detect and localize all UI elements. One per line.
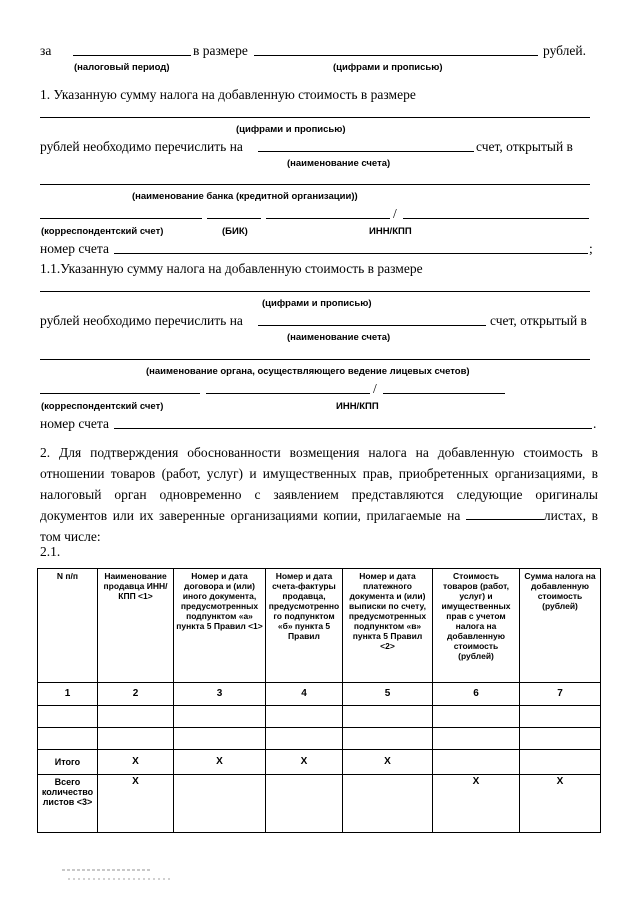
section1-kpp-field[interactable]: [403, 218, 589, 219]
section1-schet-label: счет, открытый в: [476, 139, 573, 154]
section1-account-name-field[interactable]: [258, 151, 474, 152]
section2-text: 2. Для подтверждения обоснованности возмещения налога на добавленную стоимость в отношении товаров (работ, услуг) и имущественных прав, приобретенных организациями, в налоговый орган одновременно с заявлением представляются следующие оригиналы документов или их заверенные организациями копии, прилагаемые на: [40, 445, 598, 523]
section1-nomer-label: номер счета: [40, 241, 109, 256]
section1-rubley-label: рублей необходимо перечислить на: [40, 139, 243, 154]
caption-tax-period: (налоговый период): [74, 62, 170, 73]
table-header-row: [38, 569, 601, 683]
section1-1-slash: /: [373, 381, 377, 396]
caption-amount: (цифрами и прописью): [333, 62, 443, 73]
column-number: 6: [433, 683, 520, 706]
section1-1-caption-organ: (наименование органа, осуществляющего ведение лицевых счетов): [146, 366, 470, 377]
section1-1-kpp-field[interactable]: [383, 393, 505, 394]
section1-1-caption-corr: (корреспондентский счет): [41, 401, 164, 412]
section2-paragraph: [40, 442, 598, 547]
section1-1-caption-account: (наименование счета): [287, 332, 391, 343]
table-cell[interactable]: [520, 750, 601, 775]
x-mark: X: [174, 750, 266, 775]
section1-1-nomer-label: номер счета: [40, 416, 109, 431]
section1-semicolon: ;: [589, 241, 593, 256]
rubley-label: рублей.: [543, 43, 587, 58]
header-cell: Номер и дата счета-фактуры продавца, предусмотренно го подпунктом «б» пункта 5 Правил: [266, 569, 343, 683]
za-label: за: [40, 43, 52, 58]
column-number: 4: [266, 683, 343, 706]
section1-account-number-field[interactable]: [114, 253, 588, 254]
table-cell[interactable]: [174, 775, 266, 833]
itogo-row: [38, 750, 601, 775]
x-mark: X: [520, 775, 601, 833]
table-cell[interactable]: [433, 750, 520, 775]
x-mark: X: [98, 750, 174, 775]
x-mark: X: [266, 750, 343, 775]
x-mark: X: [433, 775, 520, 833]
header-cell: Номер и дата платежного документа и (или) выписки по счету, предусмотренных подпунктом «в» пункта 5 Правил <2>: [343, 569, 433, 683]
v-razmere-label: в размере: [193, 43, 248, 58]
header-cell: N п/п: [38, 569, 98, 683]
x-mark: X: [343, 750, 433, 775]
section1-inn-field[interactable]: [266, 218, 390, 219]
section1-1-corr-account-field[interactable]: [40, 393, 200, 394]
table-cell[interactable]: [343, 728, 433, 750]
table-cell[interactable]: [433, 728, 520, 750]
period-field[interactable]: [73, 55, 191, 56]
table-cell[interactable]: [174, 728, 266, 750]
section1-1-heading: 1.1.Указанную сумму налога на добавленную стоимость в размере: [40, 261, 423, 276]
table-cell[interactable]: [343, 706, 433, 728]
section1-1-inn-field[interactable]: [206, 393, 370, 394]
section1-1-caption-inn: ИНН/КПП: [336, 401, 379, 412]
table-row: [38, 706, 601, 728]
table-cell[interactable]: [520, 728, 601, 750]
column-number: 3: [174, 683, 266, 706]
table-cell[interactable]: [38, 728, 98, 750]
table-cell[interactable]: [98, 706, 174, 728]
table-cell[interactable]: [174, 706, 266, 728]
section1-caption-account: (наименование счета): [287, 158, 391, 169]
section1-amount-field[interactable]: [40, 117, 590, 118]
section1-1-period: .: [593, 416, 597, 431]
section2-1-heading: 2.1.: [40, 544, 61, 559]
table-cell[interactable]: [98, 728, 174, 750]
section1-1-rubley-label: рублей необходимо перечислить на: [40, 313, 243, 328]
section1-bank-field[interactable]: [40, 184, 590, 185]
amount-field[interactable]: [254, 55, 538, 56]
section2-text-after: листах, в том числе:: [40, 508, 598, 544]
vsego-row: [38, 775, 601, 833]
section1-1-caption-amount: (цифрами и прописью): [262, 298, 372, 309]
column-number: 7: [520, 683, 601, 706]
table-cell[interactable]: [38, 706, 98, 728]
sheets-count-field[interactable]: [466, 507, 544, 520]
section1-heading: 1. Указанную сумму налога на добавленную стоимость в размере: [40, 87, 416, 102]
section1-caption-corr: (корреспондентский счет): [41, 226, 164, 237]
section1-1-account-name-field[interactable]: [258, 325, 486, 326]
table-cell[interactable]: [520, 706, 601, 728]
section1-caption-inn: ИНН/КПП: [369, 226, 412, 237]
section1-caption-bank: (наименование банка (кредитной организации)): [132, 191, 358, 202]
header-cell: Номер и дата договора и (или) иного документа, предусмотренных подпунктом «а» пункта 5 Правил <1>: [174, 569, 266, 683]
vsego-label: Всего количество листов <3>: [38, 775, 98, 833]
table-cell[interactable]: [266, 706, 343, 728]
column-number: 2: [98, 683, 174, 706]
section1-slash: /: [393, 206, 397, 221]
documents-table: [37, 568, 601, 833]
section1-1-account-number-field[interactable]: [114, 428, 592, 429]
x-mark: X: [98, 775, 174, 833]
section1-1-organ-field[interactable]: [40, 359, 590, 360]
column-number: 5: [343, 683, 433, 706]
header-cell: Сумма налога на добавленную стоимость (рублей): [520, 569, 601, 683]
column-number-row: [38, 683, 601, 706]
itogo-label: Итого: [38, 750, 98, 775]
column-number: 1: [38, 683, 98, 706]
table-cell[interactable]: [433, 706, 520, 728]
scan-stamp-icon: [60, 864, 180, 886]
header-cell: Наименование продавца ИНН/КПП <1>: [98, 569, 174, 683]
table-cell[interactable]: [266, 728, 343, 750]
table-cell[interactable]: [343, 775, 433, 833]
section1-bik-field[interactable]: [207, 218, 261, 219]
table-cell[interactable]: [266, 775, 343, 833]
table-row: [38, 728, 601, 750]
header-cell: Стоимость товаров (работ, услуг) и имущественных прав с учетом налога на добавленную стоимость (рублей): [433, 569, 520, 683]
section1-caption-amount: (цифрами и прописью): [236, 124, 346, 135]
section1-1-schet-label: счет, открытый в: [490, 313, 587, 328]
section1-corr-account-field[interactable]: [40, 218, 202, 219]
section1-1-amount-field[interactable]: [40, 291, 590, 292]
section1-caption-bik: (БИК): [222, 226, 248, 237]
